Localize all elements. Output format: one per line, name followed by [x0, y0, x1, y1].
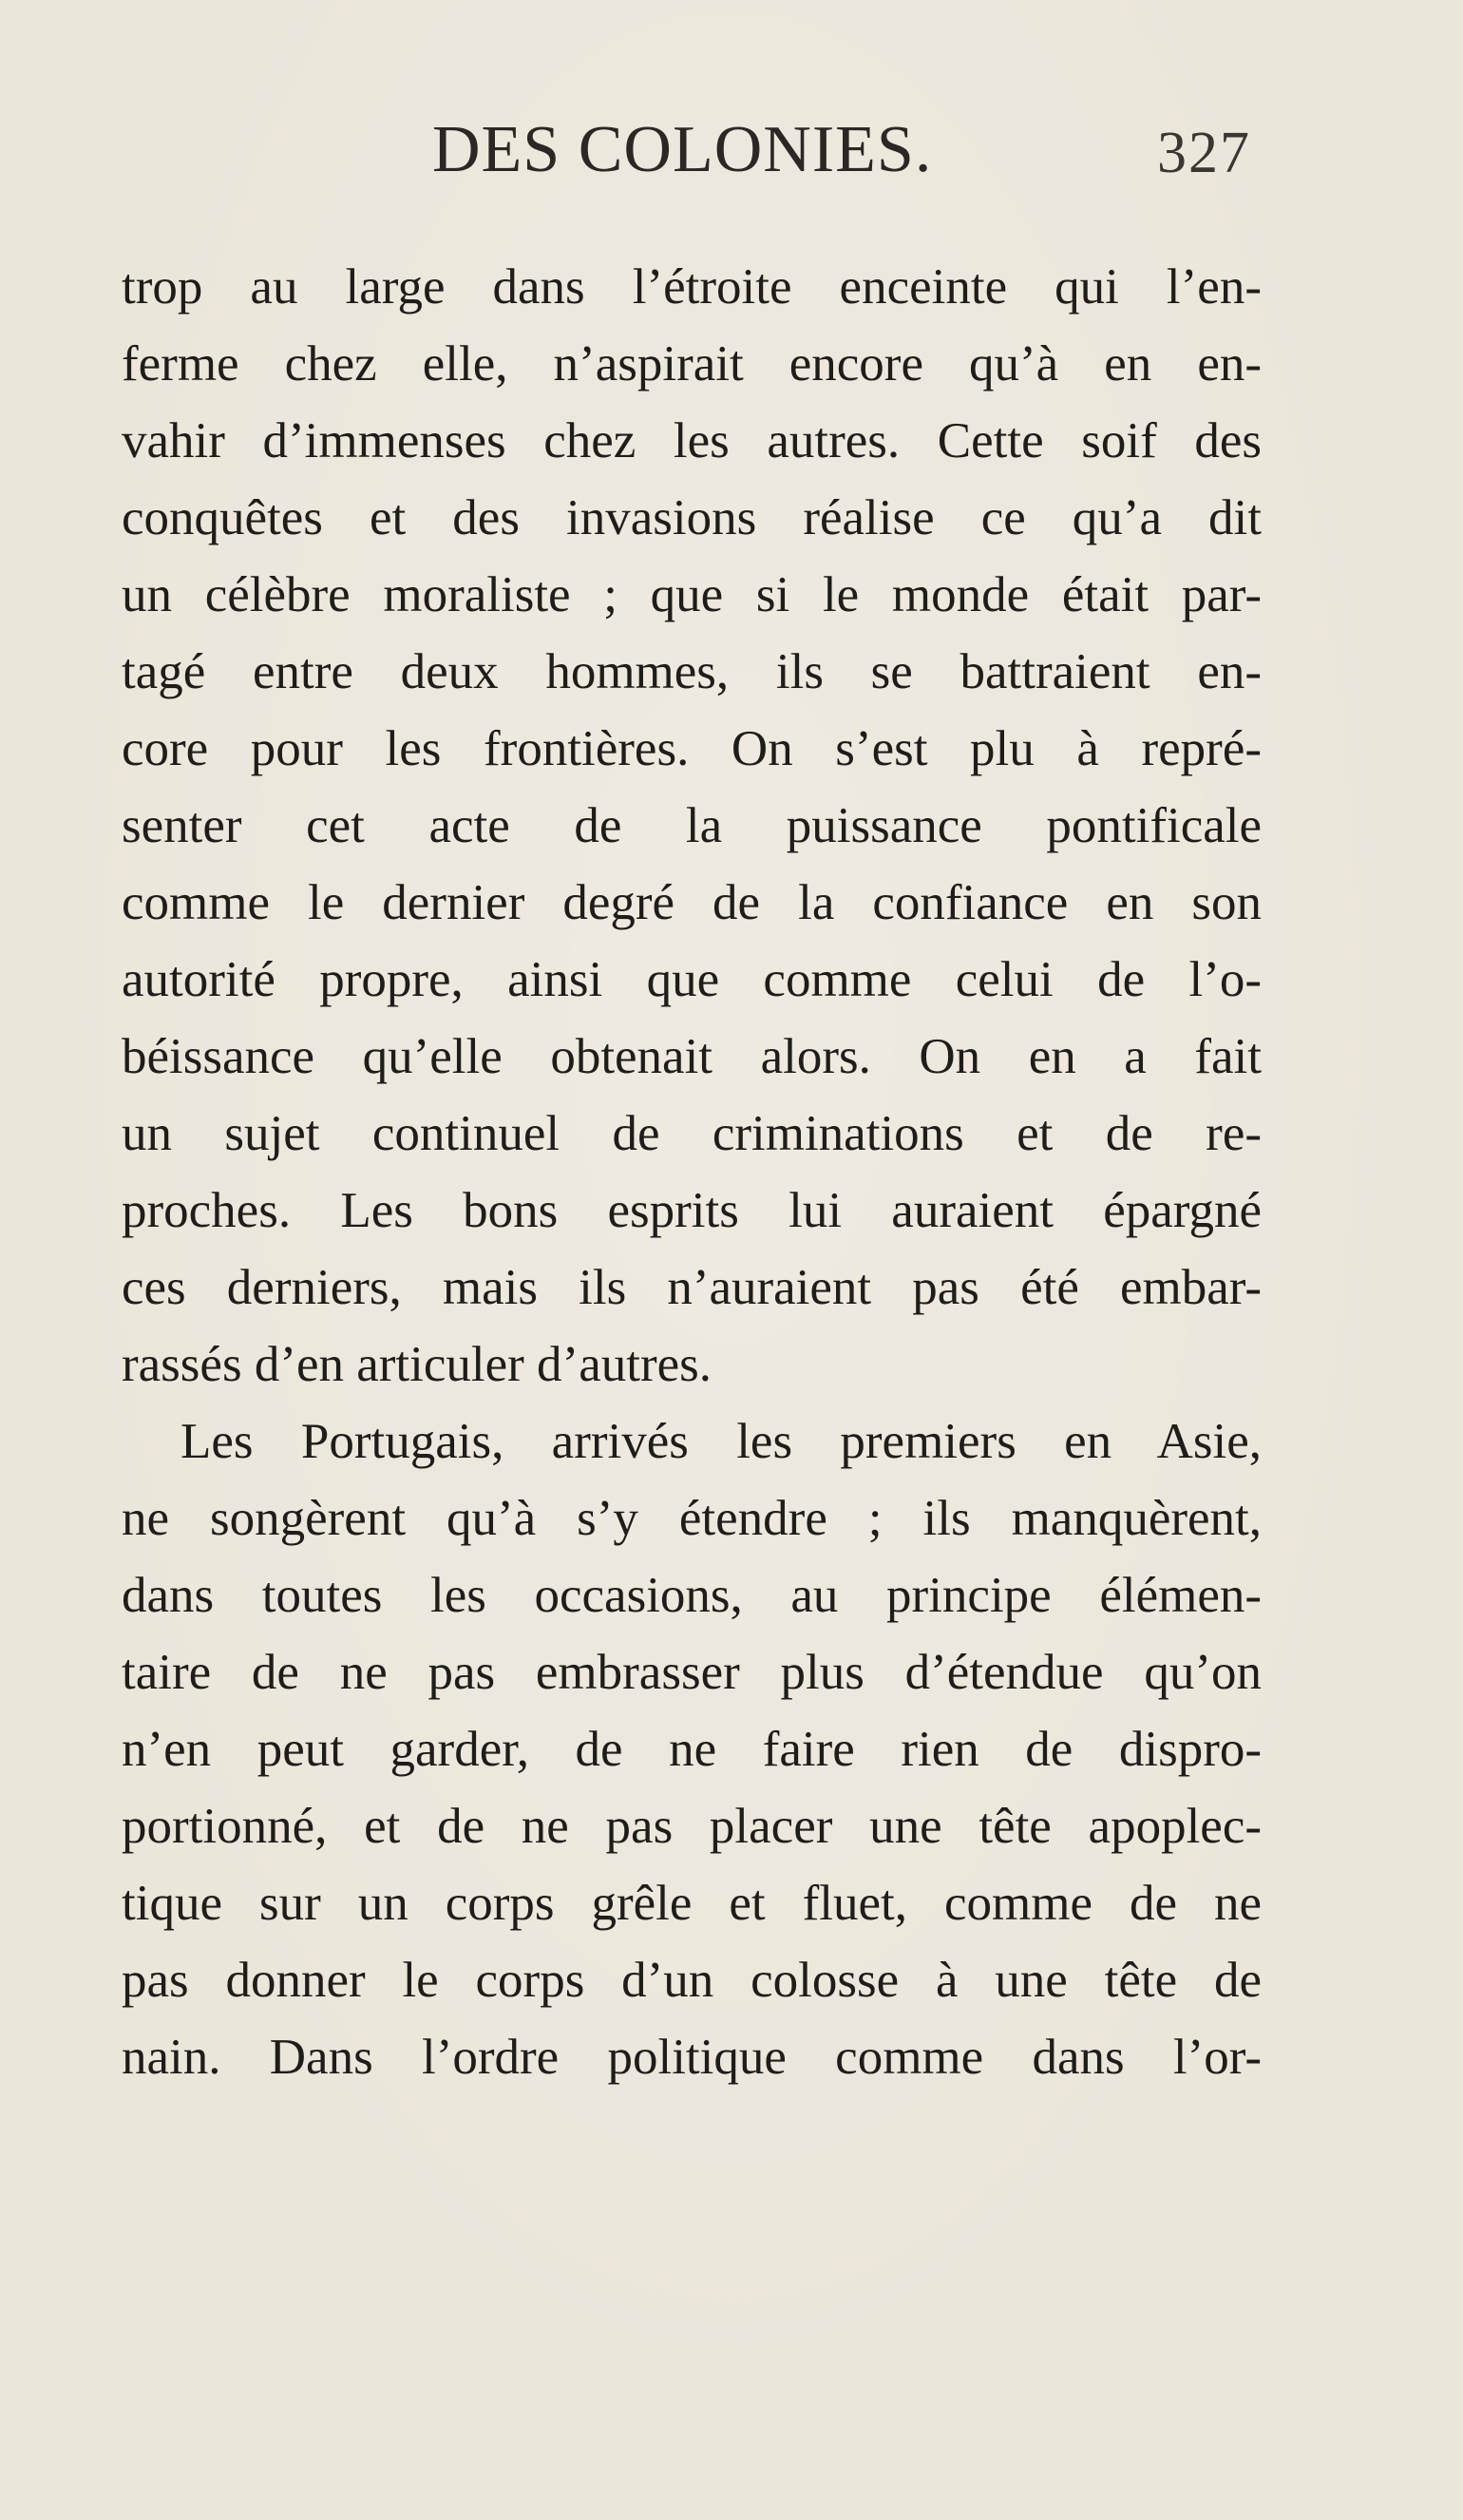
text-line: portionné, et de ne pas placer une tête apoplec- — [122, 1799, 1262, 1854]
text-line: senter cet acte de la puissance pontificale — [122, 798, 1262, 853]
text-line: nain. Dans l’ordre politique comme dans l’or- — [122, 2030, 1262, 2085]
text-line: comme le dernier degré de la confiance en son — [122, 875, 1262, 930]
text-line: un célèbre moraliste ; que si le monde était par- — [122, 567, 1262, 622]
page-number: 327 — [1157, 121, 1251, 185]
text-line: ferme chez elle, n’aspirait encore qu’à en en- — [122, 336, 1262, 391]
text-line: tagé entre deux hommes, ils se battraient en- — [122, 644, 1262, 699]
text-line: tique sur un corps grêle et fluet, comme de ne — [122, 1876, 1262, 1931]
text-line: dans toutes les occasions, au principe élémen- — [122, 1568, 1262, 1623]
text-line: autorité propre, ainsi que comme celui de l’o- — [122, 952, 1262, 1007]
text-line: vahir d’immenses chez les autres. Cette soif des — [122, 413, 1262, 468]
text-line: core pour les frontières. On s’est plu à repré- — [122, 721, 1262, 776]
text-line: rassés d’en articuler d’autres. — [122, 1337, 712, 1392]
text-line: n’en peut garder, de ne faire rien de dispro- — [122, 1722, 1262, 1777]
body-text — [122, 249, 1262, 2096]
running-title: DES COLONIES. — [432, 113, 933, 186]
text-line: ces derniers, mais ils n’auraient pas été embar- — [122, 1260, 1262, 1315]
text-line: ne songèrent qu’à s’y étendre ; ils manquèrent, — [122, 1491, 1262, 1546]
text-line: proches. Les bons esprits lui auraient épargné — [122, 1183, 1262, 1238]
text-line: béissance qu’elle obtenait alors. On en a fait — [122, 1029, 1262, 1084]
text-line: Les Portugais, arrivés les premiers en Asie, — [180, 1414, 1262, 1469]
text-line: trop au large dans l’étroite enceinte qui l’en- — [122, 259, 1262, 315]
text-line: conquêtes et des invasions réalise ce qu’a dit — [122, 490, 1262, 545]
text-line: pas donner le corps d’un colosse à une tête de — [122, 1953, 1262, 2008]
text-line: un sujet continuel de criminations et de re- — [122, 1106, 1262, 1161]
text-line: taire de ne pas embrasser plus d’étendue qu’on — [122, 1645, 1262, 1700]
